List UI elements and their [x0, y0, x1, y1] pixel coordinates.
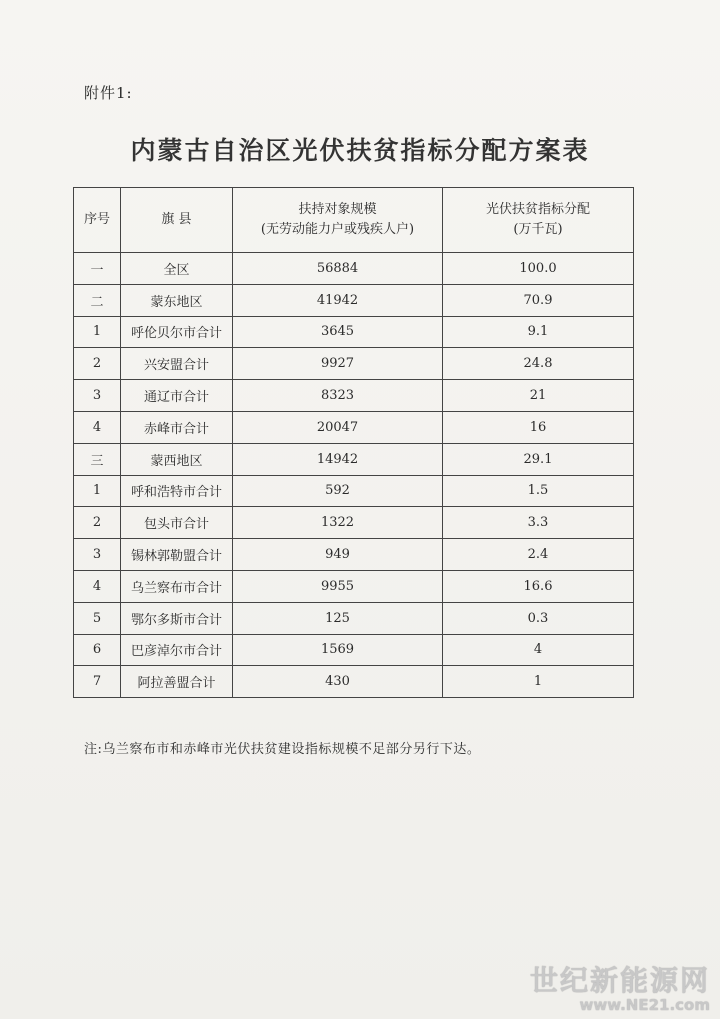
table-row: [74, 443, 634, 475]
cell-region: 通辽市合计: [121, 380, 233, 412]
table-row: [74, 666, 634, 698]
cell-scale: 949: [233, 539, 443, 571]
watermark-url: www.NE21.com: [579, 996, 710, 1014]
cell-region: 蒙西地区: [121, 443, 233, 475]
cell-alloc: 0.3: [443, 602, 634, 634]
cell-seq: 3: [74, 380, 121, 412]
cell-scale: 125: [233, 602, 443, 634]
cell-seq: 2: [74, 348, 121, 380]
cell-region: 乌兰察布市合计: [121, 570, 233, 602]
cell-region: 蒙东地区: [121, 284, 233, 316]
table-row: [74, 634, 634, 666]
cell-seq: 2: [74, 507, 121, 539]
header-scale-line1: 扶持对象规模: [298, 202, 377, 217]
cell-region: 锡林郭勒盟合计: [121, 539, 233, 571]
cell-scale: 3645: [233, 316, 443, 348]
cell-seq: 一: [74, 253, 121, 285]
watermark-name: 世纪新能源网: [529, 964, 710, 997]
cell-region: 巴彦淖尔市合计: [121, 634, 233, 666]
cell-alloc: 16.6: [443, 570, 634, 602]
cell-alloc: 21: [443, 380, 634, 412]
cell-region: 赤峰市合计: [121, 411, 233, 443]
cell-scale: 430: [233, 666, 443, 698]
cell-alloc: 100.0: [443, 253, 634, 285]
cell-alloc: 24.8: [443, 348, 634, 380]
cell-alloc: 1.5: [443, 475, 634, 507]
table-row: [74, 507, 634, 539]
cell-seq: 7: [74, 666, 121, 698]
cell-seq: 5: [74, 602, 121, 634]
cell-scale: 14942: [233, 443, 443, 475]
header-region: 旗 县: [121, 188, 233, 253]
table-row: [74, 539, 634, 571]
header-scale-line2: (无劳动能力户或残疾人户): [260, 222, 415, 237]
cell-alloc: 16: [443, 411, 634, 443]
cell-region: 鄂尔多斯市合计: [121, 602, 233, 634]
cell-alloc: 4: [443, 634, 634, 666]
cell-seq: 三: [74, 443, 121, 475]
cell-region: 兴安盟合计: [121, 348, 233, 380]
cell-region: 阿拉善盟合计: [121, 666, 233, 698]
cell-scale: 8323: [233, 380, 443, 412]
table-row: [74, 411, 634, 443]
cell-alloc: 9.1: [443, 316, 634, 348]
header-alloc-line1: 光伏扶贫指标分配: [485, 202, 590, 217]
attachment-label: 附件1:: [84, 84, 133, 102]
table-body: [74, 253, 634, 698]
footnote: 注:乌兰察布市和赤峰市光伏扶贫建设指标规模不足部分另行下达。: [84, 742, 481, 757]
cell-seq: 4: [74, 570, 121, 602]
cell-scale: 41942: [233, 284, 443, 316]
cell-alloc: 1: [443, 666, 634, 698]
table-row: [74, 253, 634, 285]
cell-alloc: 29.1: [443, 443, 634, 475]
header-alloc-line2: (万千瓦): [513, 222, 563, 237]
cell-seq: 6: [74, 634, 121, 666]
allocation-table: [73, 187, 634, 698]
page-title: 内蒙古自治区光伏扶贫指标分配方案表: [130, 136, 590, 165]
cell-scale: 20047: [233, 411, 443, 443]
cell-scale: 592: [233, 475, 443, 507]
cell-seq: 3: [74, 539, 121, 571]
cell-seq: 1: [74, 316, 121, 348]
cell-seq: 1: [74, 475, 121, 507]
cell-region: 呼和浩特市合计: [121, 475, 233, 507]
header-scale: [233, 188, 443, 253]
table-row: [74, 348, 634, 380]
header-alloc: [443, 188, 634, 253]
table-row: [74, 475, 634, 507]
cell-seq: 4: [74, 411, 121, 443]
cell-seq: 二: [74, 284, 121, 316]
table-row: [74, 284, 634, 316]
cell-region: 包头市合计: [121, 507, 233, 539]
header-seq: 序号: [74, 188, 121, 253]
cell-region: 全区: [121, 253, 233, 285]
cell-scale: 9927: [233, 348, 443, 380]
cell-alloc: 2.4: [443, 539, 634, 571]
cell-scale: 1322: [233, 507, 443, 539]
table-row: [74, 380, 634, 412]
cell-scale: 9955: [233, 570, 443, 602]
table-row: [74, 570, 634, 602]
table-row: [74, 316, 634, 348]
cell-scale: 56884: [233, 253, 443, 285]
cell-scale: 1569: [233, 634, 443, 666]
table-row: [74, 602, 634, 634]
cell-alloc: 3.3: [443, 507, 634, 539]
cell-alloc: 70.9: [443, 284, 634, 316]
cell-region: 呼伦贝尔市合计: [121, 316, 233, 348]
table-header-row: [74, 188, 634, 253]
watermark-logo: [530, 966, 710, 1014]
